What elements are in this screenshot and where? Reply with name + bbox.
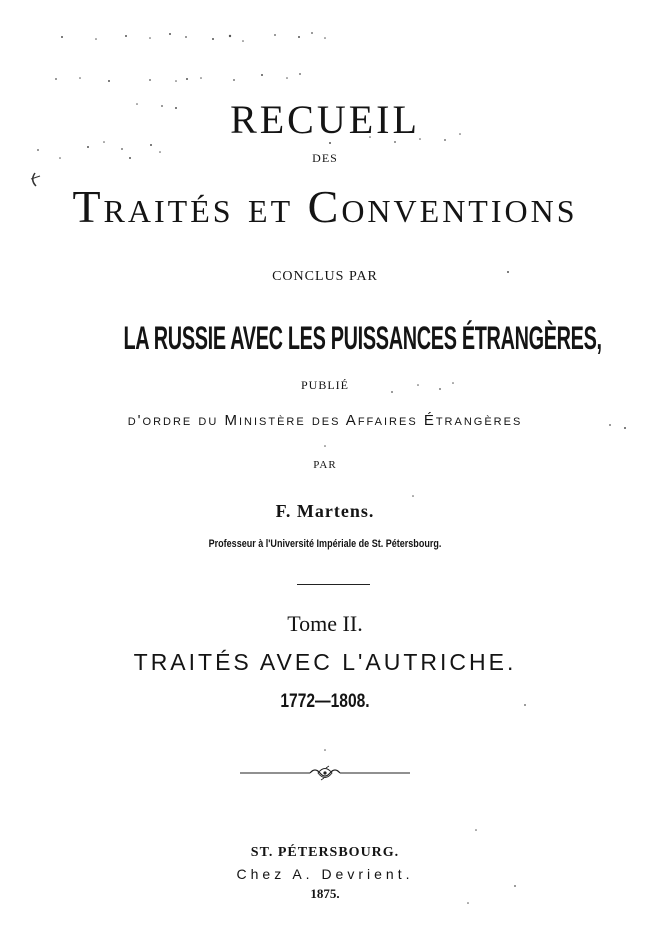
publisher-name: Chez A. Devrient.: [236, 866, 414, 882]
author-title: Professeur à l'Université Impériale de St. Pétersbourg.: [208, 538, 442, 550]
ornamental-divider-icon: [240, 764, 410, 782]
main-title: Traités et Conventions: [72, 181, 578, 232]
conclus-par-line: CONCLUS PAR: [272, 269, 378, 284]
publication-year: 1875.: [310, 886, 340, 901]
author-name: F. Martens.: [275, 501, 375, 521]
ordre-ministere-line: d'ordre du Ministère des Affaires Étrangères: [127, 412, 523, 429]
divider-rule: [297, 584, 370, 585]
year-range: 1772—1808.: [280, 691, 370, 712]
heading-recueil: RECUEIL: [230, 97, 420, 142]
volume-subtitle: TRAITÉS AVEC L'AUTRICHE.: [133, 649, 517, 675]
par-line: PAR: [313, 459, 337, 471]
word-des: DES: [312, 151, 338, 165]
publication-city: ST. PÉTERSBOURG.: [250, 845, 400, 860]
russie-heading: LA RUSSIE AVEC LES PUISSANCES ÉTRANGÈRES,: [123, 320, 602, 356]
publie-line: PUBLIÉ: [301, 378, 349, 392]
tome-number: Tome II.: [287, 611, 363, 636]
